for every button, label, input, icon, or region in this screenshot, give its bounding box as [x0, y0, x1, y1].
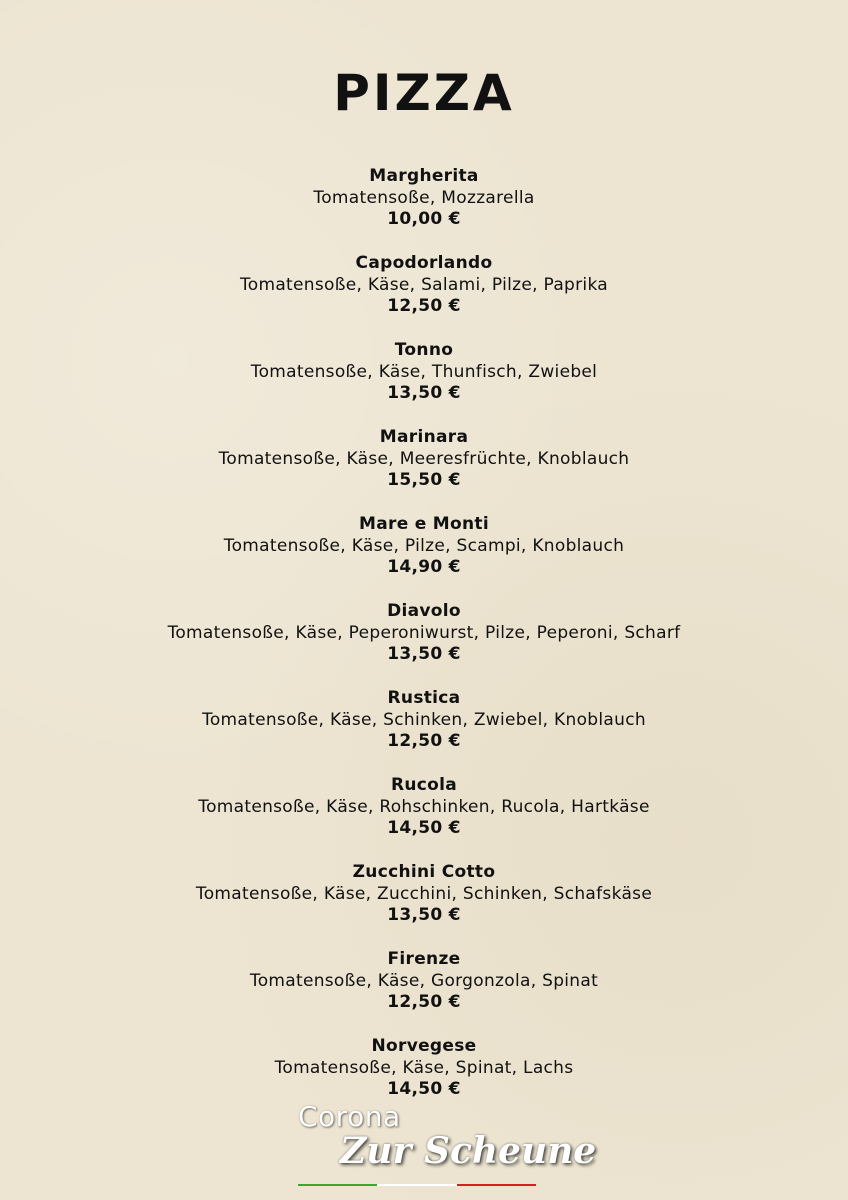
pizza-price: 12,50 €: [387, 731, 461, 752]
pizza-ingredients: Tomatensoße, Käse, Zucchini, Schinken, Schafskäse: [195, 883, 653, 904]
flag-stripe-segment: [377, 1184, 456, 1186]
pizza-price: 13,50 €: [387, 905, 461, 926]
menu-item: [0, 862, 848, 949]
logo-brand-line: Corona: [298, 1100, 401, 1133]
menu-item: [0, 949, 848, 1036]
pizza-name: Marinara: [379, 427, 469, 447]
pizza-price: 13,50 €: [387, 644, 461, 665]
flag-stripe-segment: [298, 1184, 377, 1186]
pizza-name: Tonno: [394, 340, 454, 360]
pizza-name: Capodorlando: [355, 253, 493, 273]
pizza-ingredients: Tomatensoße, Käse, Thunfisch, Zwiebel: [250, 361, 598, 382]
pizza-ingredients: Tomatensoße, Käse, Salami, Pilze, Paprika: [239, 274, 609, 295]
pizza-price: 13,50 €: [387, 383, 461, 404]
pizza-price: 14,50 €: [387, 1079, 461, 1100]
pizza-name: Norvegese: [371, 1036, 477, 1056]
menu-item: [0, 340, 848, 427]
menu-item: [0, 514, 848, 601]
menu-item: [0, 166, 848, 253]
pizza-name: Zucchini Cotto: [352, 862, 496, 882]
menu-item: [0, 253, 848, 340]
pizza-ingredients: Tomatensoße, Mozzarella: [313, 187, 535, 208]
menu-item: [0, 601, 848, 688]
pizza-price: 14,50 €: [387, 818, 461, 839]
logo-script-line: Zur Scheune: [340, 1130, 597, 1172]
pizza-name: Margherita: [369, 166, 479, 186]
pizza-price: 14,90 €: [387, 557, 461, 578]
pizza-ingredients: Tomatensoße, Käse, Rohschinken, Rucola, Hartkäse: [198, 796, 650, 817]
pizza-price: 12,50 €: [387, 992, 461, 1013]
page-title: PIZZA: [333, 64, 515, 122]
menu-item: [0, 775, 848, 862]
menu-item: [0, 427, 848, 514]
pizza-name: Diavolo: [387, 601, 461, 621]
flag-stripe-segment: [457, 1184, 536, 1186]
pizza-price: 15,50 €: [387, 470, 461, 491]
pizza-ingredients: Tomatensoße, Käse, Peperoniwurst, Pilze, Peperoni, Scharf: [167, 622, 681, 643]
logo-flag-stripe: [298, 1184, 536, 1186]
pizza-price: 10,00 €: [387, 209, 461, 230]
menu-item: [0, 688, 848, 775]
pizza-ingredients: Tomatensoße, Käse, Gorgonzola, Spinat: [249, 970, 599, 991]
pizza-name: Rustica: [387, 688, 461, 708]
pizza-ingredients: Tomatensoße, Käse, Meeresfrüchte, Knoblauch: [218, 448, 630, 469]
pizza-menu-list: [0, 166, 848, 1123]
pizza-ingredients: Tomatensoße, Käse, Spinat, Lachs: [274, 1057, 574, 1078]
restaurant-logo: [296, 1100, 597, 1192]
pizza-name: Rucola: [390, 775, 458, 795]
pizza-name: Firenze: [387, 949, 461, 969]
pizza-price: 12,50 €: [387, 296, 461, 317]
pizza-ingredients: Tomatensoße, Käse, Schinken, Zwiebel, Knoblauch: [202, 709, 646, 730]
pizza-ingredients: Tomatensoße, Käse, Pilze, Scampi, Knoblauch: [223, 535, 625, 556]
pizza-name: Mare e Monti: [359, 514, 489, 534]
